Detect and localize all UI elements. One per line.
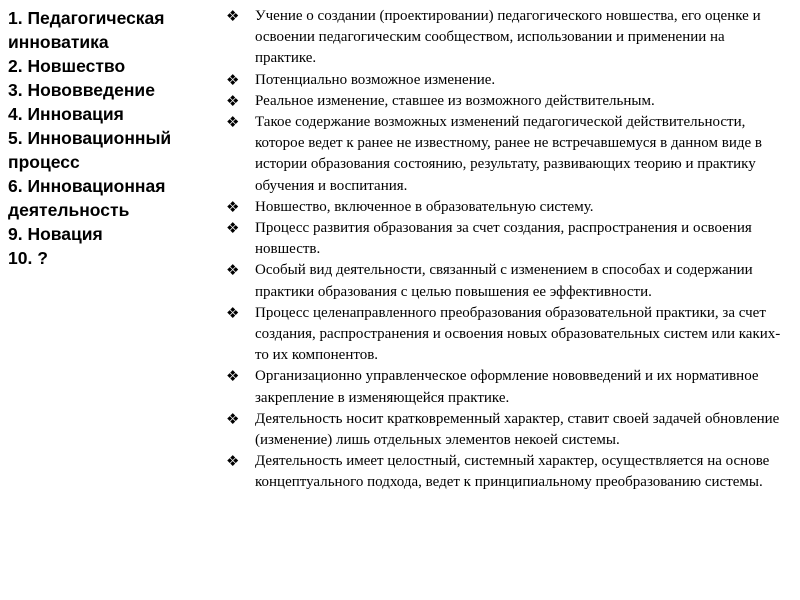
diamond-bullet-icon: ❖ — [226, 409, 240, 428]
terms-list — [8, 6, 208, 270]
diamond-bullet-icon: ❖ — [226, 219, 240, 238]
definition-item — [226, 260, 786, 302]
definitions-list — [226, 6, 786, 494]
diamond-bullet-icon: ❖ — [226, 303, 240, 322]
term-item: 10. ? — [8, 248, 48, 268]
diamond-bullet-icon: ❖ — [226, 367, 240, 386]
definition-text: Организационно управленческое оформление нововведений и их нормативное закрепление в изменяющейся практике. — [255, 368, 759, 406]
definition-item — [226, 70, 786, 91]
definition-item — [226, 197, 786, 218]
diamond-bullet-icon: ❖ — [226, 113, 240, 132]
term-item: 2. Новшество — [8, 56, 126, 76]
term-item: 6. Инновационная деятельность — [8, 176, 166, 220]
definition-text: Реальное изменение, ставшее из возможного действительным. — [255, 92, 655, 109]
definition-text: Учение о создании (проектировании) педагогического новшества, его оценке и освоении педагогическим сообществом, использовании и применении на практике. — [255, 8, 761, 67]
diamond-bullet-icon: ❖ — [226, 91, 240, 110]
definition-item — [226, 218, 786, 260]
definition-text: Деятельность имеет целостный, системный характер, осуществляется на основе концептуального подхода, ведет к принципиальному преобразованию системы. — [255, 453, 770, 491]
definition-text: Новшество, включенное в образовательную систему. — [255, 198, 594, 215]
term-item: 5. Инновационный процесс — [8, 128, 172, 172]
definition-item — [226, 366, 786, 408]
definition-item — [226, 303, 786, 367]
definition-text: Процесс целенаправленного преобразования образовательной практики, за счет создания, распространения и освоения новых образовательных систем или каких-то их компонентов. — [255, 304, 781, 364]
definition-text: Потенциально возможное изменение. — [255, 71, 496, 88]
definition-text: Деятельность носит кратковременный характер, ставит своей задачей обновление (изменение) лишь отдельных элементов некоей системы. — [255, 410, 780, 449]
diamond-bullet-icon: ❖ — [226, 197, 240, 216]
term-item: 4. Инновация — [8, 104, 124, 124]
diamond-bullet-icon: ❖ — [226, 452, 240, 471]
term-item: 3. Нововведение — [8, 80, 155, 100]
diamond-bullet-icon: ❖ — [226, 261, 240, 280]
definition-item — [226, 6, 786, 70]
definition-text: Процесс развития образования за счет создания, распространения и освоения новшеств. — [255, 220, 752, 258]
term-item: 1. Педагогическая инноватика — [8, 8, 165, 52]
diamond-bullet-icon: ❖ — [226, 7, 240, 25]
definition-item — [226, 91, 786, 112]
term-item: 9. Новация — [8, 224, 103, 244]
diamond-bullet-icon: ❖ — [226, 70, 240, 89]
definition-item — [226, 451, 786, 493]
definition-item — [226, 112, 786, 197]
definition-item — [226, 409, 786, 451]
definition-text: Особый вид деятельности, связанный с изменением в способах и содержании практики образования с целью повышения ее эффективности. — [255, 262, 753, 300]
definition-text: Такое содержание возможных изменений педагогической действительности, которое ведет к ранее не известному, ранее не встречавшемуся в данном виде в истории образования состоянию, результату, развивающих теорию и практику обучения и воспитания. — [255, 114, 762, 194]
